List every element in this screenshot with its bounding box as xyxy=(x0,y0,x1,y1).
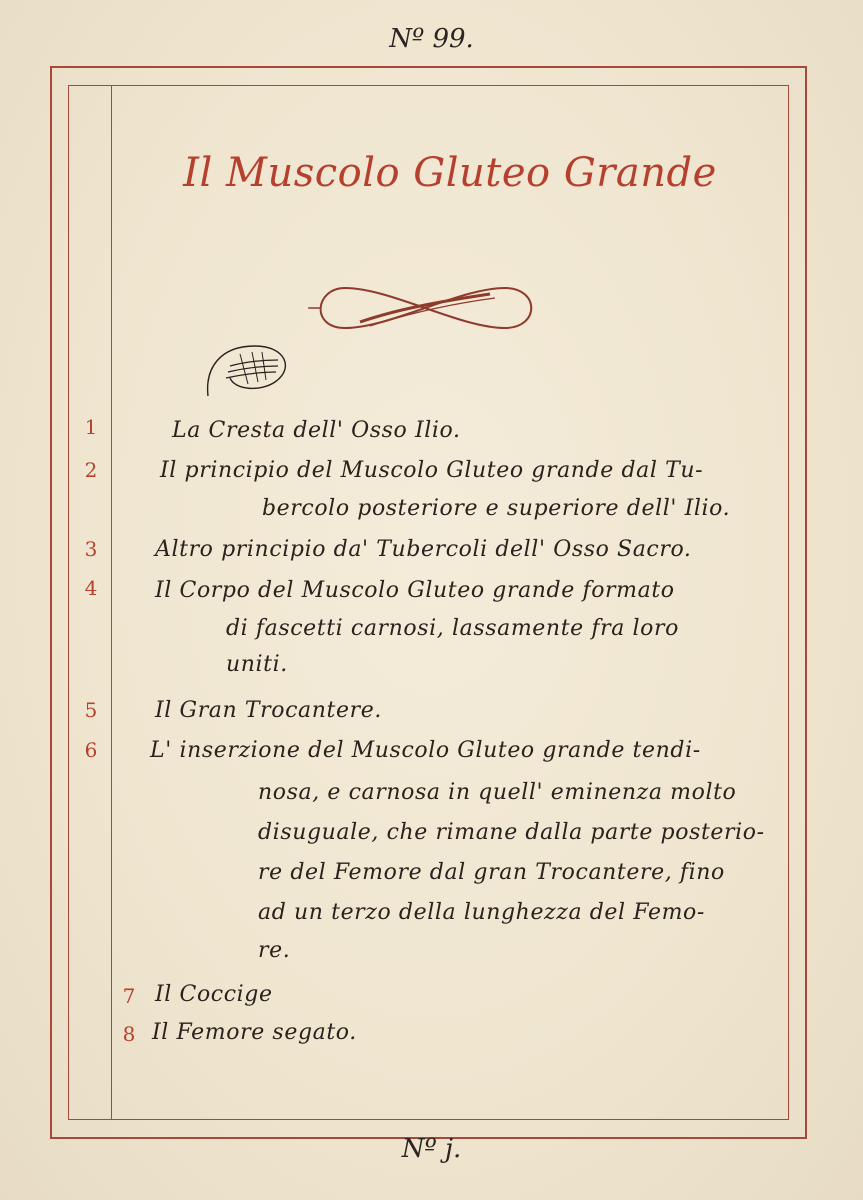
entry-line: Il Coccige xyxy=(155,982,273,1007)
entry-line: nosa, e carnosa in quell' eminenza molto xyxy=(258,780,737,805)
entry-line: di fascetti carnosi, lassamente fra loro xyxy=(226,616,679,641)
entry-line: disuguale, che rimane dalla parte posterio- xyxy=(258,820,765,845)
entry-line: Altro principio da' Tubercoli dell' Osso Sacro. xyxy=(155,537,692,562)
entry-line: Il Gran Trocantere. xyxy=(155,698,382,723)
entry-line: Il principio del Muscolo Gluteo grande dal Tu- xyxy=(160,458,704,483)
page-number-bottom: Nº j. xyxy=(401,1134,462,1164)
entry-number: 8 xyxy=(122,1022,136,1046)
entry-number: 2 xyxy=(84,458,98,482)
entry-line: La Cresta dell' Osso Ilio. xyxy=(172,418,461,443)
page-title: Il Muscolo Gluteo Grande xyxy=(183,150,717,196)
entry-number: 3 xyxy=(84,537,98,561)
entry-number: 7 xyxy=(122,984,136,1008)
page-number-top: Nº 99. xyxy=(389,24,474,54)
margin-rule xyxy=(111,85,112,1120)
entry-line: Il Corpo del Muscolo Gluteo grande formato xyxy=(155,578,675,603)
entry-line: bercolo posteriore e superiore dell' Ilio. xyxy=(262,496,731,521)
entry-number: 6 xyxy=(84,738,98,762)
entry-line: uniti. xyxy=(226,652,288,677)
entry-number: 1 xyxy=(84,415,98,439)
initial-flourish-icon xyxy=(200,338,300,398)
entry-line: re. xyxy=(258,938,291,963)
entry-line: Il Femore segato. xyxy=(152,1020,357,1045)
flourish-ornament-icon xyxy=(300,278,550,338)
entry-line: ad un terzo della lunghezza del Femo- xyxy=(258,900,705,925)
entry-line: re del Femore dal gran Trocantere, fino xyxy=(258,860,725,885)
entry-number: 4 xyxy=(84,576,98,600)
entry-line: L' inserzione del Muscolo Gluteo grande tendi- xyxy=(150,738,701,763)
entry-number: 5 xyxy=(84,698,98,722)
